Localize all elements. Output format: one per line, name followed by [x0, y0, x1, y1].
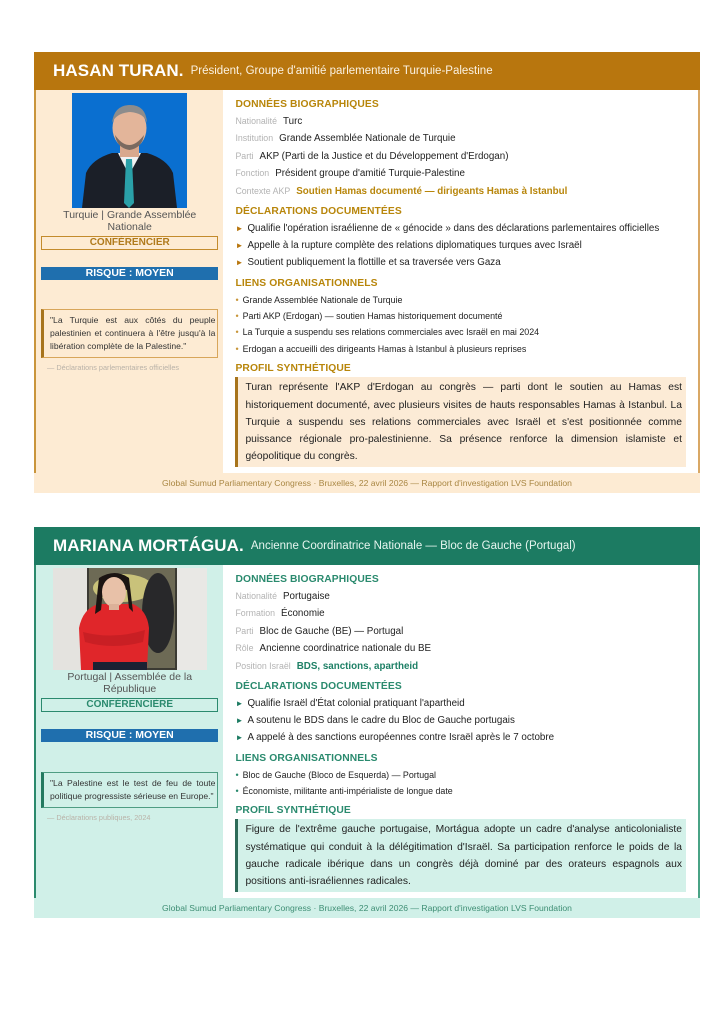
bio-row — [235, 183, 686, 200]
card-footer: Global Sumud Parliamentary Congress · Bruxelles, 22 avril 2026 — Rapport d'investigation LVS Foundation — [34, 898, 700, 918]
bio-value: Turc — [283, 116, 303, 127]
role-badge: CONFÉRENCIER — [41, 236, 218, 250]
quote-text: "La Turquie est aux côtés du peuple palestinien et continuera à l'être jusqu'à la libération complète de la Palestine." — [50, 315, 216, 351]
bio-row — [235, 165, 686, 182]
bio-label: Contexte AKP — [235, 185, 291, 196]
declaration-item — [235, 220, 686, 237]
declaration-item — [235, 254, 686, 271]
bio-value-highlight: Soutien Hamas documenté — dirigeants Hamas à Istanbul — [296, 185, 568, 197]
section-title: DÉCLARATIONS DOCUMENTÉES — [235, 681, 402, 693]
section-title: DONNÉES BIOGRAPHIQUES — [235, 99, 379, 110]
profile-summary: Turan représente l'AKP d'Erdogan au congrès — parti dont le soutien au Hamas est historiquement documenté, avec plusieurs visites de hauts responsables Hamas à Istanbul. La Turquie a suspendu ses relations commerciales avec Israël et s'est positionnée comme puissance régionale pro-palestinienne. Sa présence renforce la dimension islamiste et géopolitique du congrès. — [235, 377, 686, 466]
bio-label: Nationalité — [235, 116, 278, 126]
bio-row — [235, 658, 686, 675]
declaration-item — [235, 712, 686, 729]
bio-row — [235, 130, 686, 147]
bio-label: Nationalité — [235, 591, 278, 601]
profile-card-hasan-turan — [34, 52, 700, 493]
bio-label: Parti — [235, 150, 254, 161]
declaration-text: Soutient publiquement la flottille et sa traversée vers Gaza — [247, 257, 501, 269]
profile-name: HASAN TURAN. — [53, 61, 184, 80]
bio-row — [235, 640, 686, 657]
profile-name: MARIANA MORTÁGUA. — [53, 536, 244, 555]
sidebar — [36, 565, 223, 898]
card-body — [34, 565, 700, 898]
declaration-text: A soutenu le BDS dans le cadre du Bloc de Gauche portugais — [247, 715, 515, 727]
triangle-right-icon: ► — [235, 224, 244, 234]
quote-box — [41, 772, 218, 808]
bullet-dot-icon: • — [235, 786, 239, 797]
declarations-list — [235, 220, 686, 272]
bio-label: Rôle — [235, 643, 254, 654]
lien-item — [235, 292, 686, 308]
bio-label: Parti — [235, 625, 254, 636]
profil-section — [235, 804, 686, 891]
country-institution: Portugal | Assemblée de la République — [67, 671, 193, 695]
lien-text: Bloc de Gauche (Bloco de Esquerda) — Portugal — [242, 769, 436, 780]
lien-text: Erdogan a accueilli des dirigeants Hamas à Istanbul à plusieurs reprises — [242, 343, 527, 354]
bio-row — [235, 623, 686, 640]
quote-box — [41, 309, 218, 358]
portrait-photo — [72, 93, 187, 208]
role-badge: CONFÉRENCIÈRE — [41, 698, 218, 712]
lien-text: La Turquie a suspendu ses relations commerciales avec Israël en mai 2024 — [242, 327, 540, 338]
quote-source: — Déclarations parlementaires officielles — [47, 363, 180, 372]
declarations-section — [235, 680, 686, 747]
profile-title: Président, Groupe d'amitié parlementaire Turquie-Palestine — [190, 65, 493, 77]
lien-item — [235, 324, 686, 340]
section-title: PROFIL SYNTHÉTIQUE — [235, 805, 351, 817]
bio-row — [235, 113, 686, 130]
card-header — [34, 527, 700, 565]
section-title: LIENS ORGANISATIONNELS — [235, 752, 378, 764]
bio-row — [235, 588, 686, 605]
bio-value: Ancienne coordinatrice nationale du BE — [259, 643, 432, 655]
liens-section — [235, 752, 686, 800]
declaration-item — [235, 237, 686, 254]
bio-label: Fonction — [235, 168, 270, 179]
bio-row — [235, 605, 686, 622]
bio-label: Position Israël — [235, 660, 291, 671]
triangle-right-icon: ► — [235, 241, 244, 251]
liens-list — [235, 292, 686, 358]
bio-value: Bloc de Gauche (BE) — Portugal — [259, 625, 404, 637]
bullet-dot-icon: • — [235, 769, 239, 780]
risk-badge: RISQUE : MOYEN — [41, 729, 218, 742]
bio-section — [235, 98, 686, 200]
card-header — [34, 52, 700, 90]
portrait-woman-image — [53, 568, 207, 670]
section-title: DONNÉES BIOGRAPHIQUES — [235, 574, 379, 585]
triangle-right-icon: ► — [235, 258, 244, 268]
lien-text: Parti AKP (Erdogan) — soutien Hamas historiquement documenté — [242, 311, 503, 322]
sidebar — [36, 90, 223, 473]
declaration-text: A appelé à des sanctions européennes contre Israël après le 7 octobre — [247, 732, 555, 744]
country-institution: Turquie | Grande Assemblée Nationale — [63, 209, 197, 233]
bio-value: Grande Assemblée Nationale de Turquie — [279, 133, 456, 145]
bio-row — [235, 148, 686, 165]
lien-text: Grande Assemblée Nationale de Turquie — [242, 294, 403, 305]
quote-text: "La Palestine est le test de feu de toute politique progressiste sérieuse en Europe." — [50, 778, 216, 801]
portrait-man-image — [72, 93, 187, 208]
bio-value-highlight: BDS, sanctions, apartheid — [296, 660, 419, 672]
liens-section — [235, 277, 686, 358]
risk-badge: RISQUE : MOYEN — [41, 267, 218, 280]
declaration-text: Appelle à la rupture complète des relations diplomatiques turques avec Israël — [247, 240, 582, 252]
profile-title: Ancienne Coordinatrice Nationale — Bloc de Gauche (Portugal) — [250, 540, 576, 552]
declaration-text: Qualifie l'opération israélienne de « génocide » dans des déclarations parlementaires officielles — [247, 223, 660, 235]
bullet-dot-icon: • — [235, 294, 239, 305]
declaration-item — [235, 695, 686, 712]
section-title: DÉCLARATIONS DOCUMENTÉES — [235, 206, 402, 218]
section-title: PROFIL SYNTHÉTIQUE — [235, 363, 351, 375]
triangle-right-icon: ► — [235, 699, 244, 709]
lien-item — [235, 341, 686, 357]
section-title: LIENS ORGANISATIONNELS — [235, 277, 378, 289]
declarations-section — [235, 205, 686, 272]
bullet-dot-icon: • — [235, 327, 239, 338]
bio-label: Institution — [235, 133, 274, 144]
lien-item — [235, 767, 686, 783]
profile-card-mariana-mortagua — [34, 527, 700, 918]
bullet-dot-icon: • — [235, 343, 239, 354]
main-content — [223, 90, 700, 473]
triangle-right-icon: ► — [235, 733, 244, 743]
lien-text: Économiste, militante anti-impérialiste de longue date — [242, 786, 453, 797]
bullet-dot-icon: • — [235, 311, 239, 322]
lien-item — [235, 308, 686, 324]
declarations-list — [235, 695, 686, 747]
profile-summary: Figure de l'extrême gauche portugaise, Mortágua adopte un cadre d'analyse anticolonialiste systématique qui conduit à la délégitimation d'Israël. Sa participation renforce le poids de la gauche radicale ibérique dans un congrès déjà dominé par des orateurs espagnols aux positions anti-israéliennes radicales. — [235, 819, 686, 891]
bio-section — [235, 573, 686, 675]
liens-list — [235, 767, 686, 800]
lien-item — [235, 783, 686, 799]
declaration-item — [235, 729, 686, 746]
profil-section — [235, 362, 686, 466]
bio-value: Président groupe d'amitié Turquie-Palestine — [275, 168, 465, 180]
main-content — [223, 565, 700, 898]
quote-source: — Déclarations publiques, 2024 — [47, 813, 151, 822]
bio-label: Formation — [235, 608, 276, 619]
bio-value: Économie — [281, 608, 325, 620]
card-footer: Global Sumud Parliamentary Congress · Bruxelles, 22 avril 2026 — Rapport d'investigation LVS Foundation — [34, 473, 700, 493]
portrait-photo — [53, 568, 207, 670]
bio-value: Portugaise — [283, 591, 330, 602]
triangle-right-icon: ► — [235, 716, 244, 726]
bio-value: AKP (Parti de la Justice et du Développement d'Erdogan) — [259, 150, 509, 162]
card-body — [34, 90, 700, 473]
declaration-text: Qualifie Israël d'État colonial pratiquant l'apartheid — [247, 698, 465, 710]
